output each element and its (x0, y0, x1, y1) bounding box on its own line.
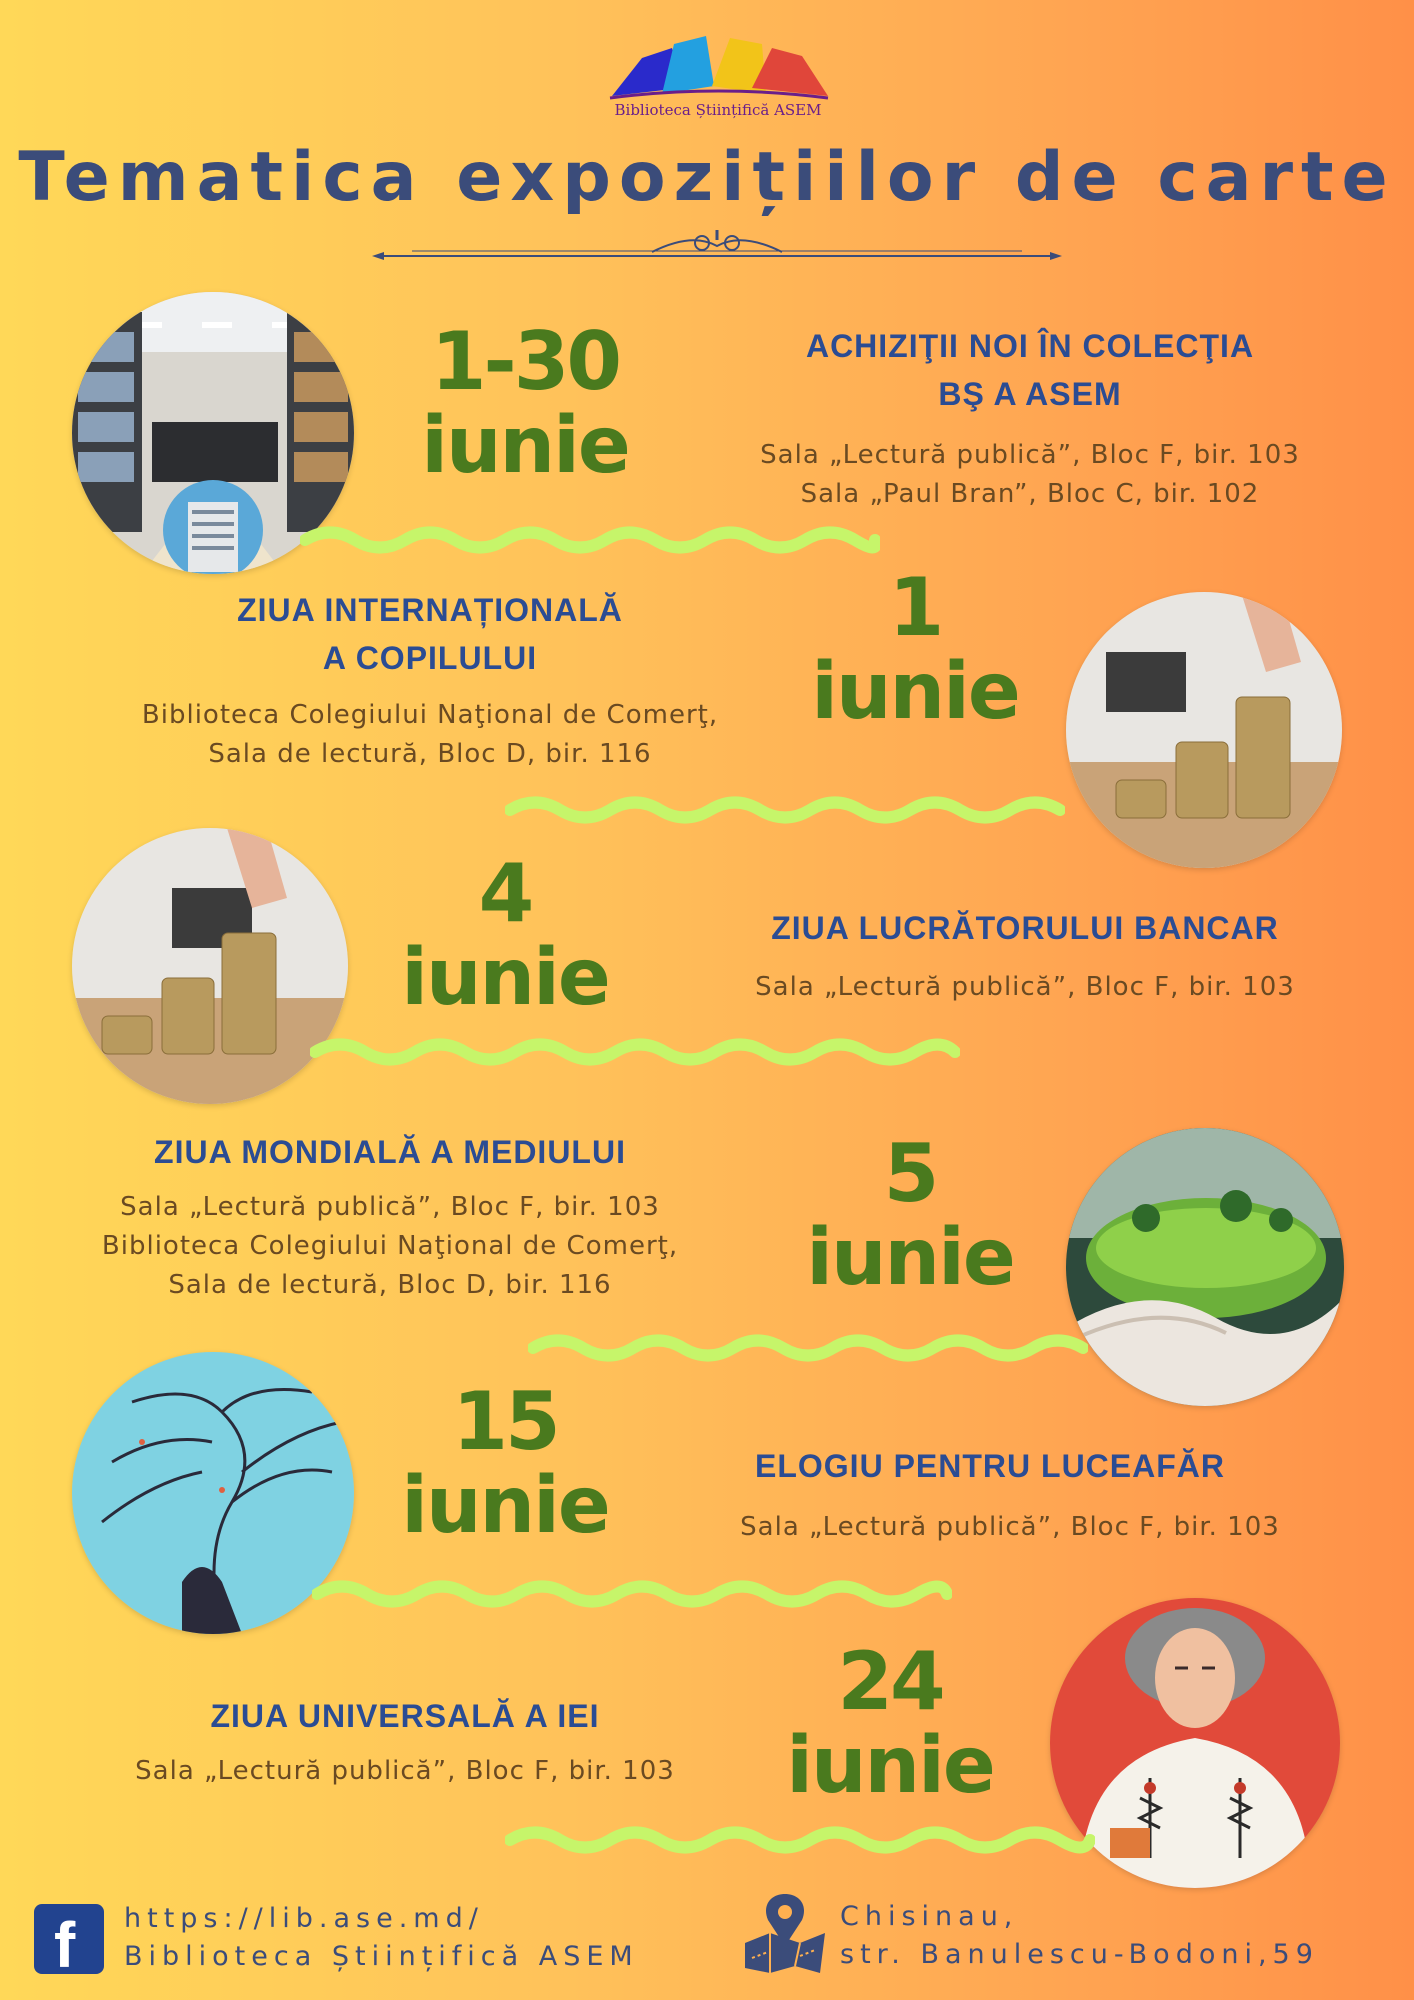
page-title: Tematica expozițiilor de carte (18, 138, 1396, 217)
event-location (60, 1752, 750, 1791)
event-title (715, 322, 1345, 418)
event-month: iunie (811, 647, 1019, 737)
event-month: iunie (401, 933, 609, 1023)
earth-in-hands-photo (1066, 1128, 1344, 1406)
event-title (670, 1442, 1310, 1490)
event-month: iunie (806, 1213, 1014, 1303)
event-day: 15 (452, 1375, 558, 1468)
event-month: iunie (786, 1721, 994, 1811)
wavy-divider (505, 1820, 1095, 1860)
website-link[interactable]: https://lib.ase.md/ (124, 1903, 484, 1934)
event-location-line: Sala „Lectură publică”, Bloc F, bir. 103 (135, 1756, 675, 1786)
coins-photo (1066, 592, 1342, 868)
address-street: str. Banulescu-Bodoni,59 (840, 1939, 1319, 1970)
open-book-logo-icon (602, 34, 834, 100)
event-title (700, 904, 1350, 952)
wavy-divider (300, 520, 880, 560)
event-title (40, 1128, 740, 1176)
event-location (80, 696, 780, 774)
event-location-line: Sala „Lectură publică”, Bloc F, bir. 103 (120, 1192, 660, 1222)
event-day: 4 (478, 847, 532, 940)
event-month: iunie (421, 401, 629, 491)
event-title (90, 586, 770, 682)
event-title-line: ZIUA INTERNAȚIONALĂ (237, 592, 623, 628)
event-title-line: A COPILULUI (322, 640, 538, 676)
event-location-line: Sala de lectură, Bloc D, bir. 116 (168, 1270, 612, 1300)
event-title-line: ZIUA LUCRĂTORULUI BANCAR (771, 910, 1279, 946)
event-location (715, 436, 1345, 514)
event-title-line: ZIUA MONDIALĂ A MEDIULUI (154, 1134, 626, 1170)
event-day: 24 (837, 1635, 943, 1728)
logo-text: Biblioteca Științifică ASEM (614, 101, 822, 119)
event-location-line: Biblioteca Colegiului Naţional de Comerţ, (101, 1231, 679, 1261)
library-logo (598, 34, 838, 126)
event-location (40, 1188, 740, 1305)
event-date (370, 847, 640, 1023)
facebook-icon-letter: f (54, 1909, 76, 1981)
event-title-line: ELOGIU PENTRU LUCEAFĂR (755, 1448, 1225, 1484)
event-location-line: Sala „Lectură publică”, Bloc F, bir. 103 (760, 440, 1300, 470)
wavy-divider (528, 1328, 1088, 1368)
event-month: iunie (401, 1461, 609, 1551)
wavy-divider (312, 1574, 952, 1614)
event-date (780, 561, 1050, 737)
event-title-line: BŞ A ASEM (938, 376, 1122, 412)
facebook-page-name[interactable]: Biblioteca Științifică ASEM (124, 1941, 639, 1972)
event-date (775, 1127, 1045, 1303)
event-location (700, 968, 1350, 1007)
event-location-line: Sala „Paul Bran”, Bloc C, bir. 102 (800, 479, 1260, 509)
event-date (390, 315, 660, 491)
event-date (370, 1375, 640, 1551)
event-location-line: Sala „Lectură publică”, Bloc F, bir. 103 (755, 972, 1295, 1002)
event-location-line: Biblioteca Colegiului Naţional de Comerţ, (141, 700, 719, 730)
event-title-line: ACHIZIŢII NOI ÎN COLECŢIA (805, 328, 1255, 364)
coins-photo (72, 828, 348, 1104)
wavy-divider (505, 790, 1065, 830)
facebook-icon[interactable] (34, 1904, 104, 1981)
map-pin-icon (740, 1888, 830, 1978)
address-city: Chisinau, (840, 1901, 1019, 1932)
event-day: 1-30 (430, 315, 620, 408)
wavy-divider (310, 1032, 960, 1072)
event-day: 1 (888, 561, 942, 654)
event-day: 5 (883, 1127, 937, 1220)
event-date (755, 1635, 1025, 1811)
event-location (690, 1508, 1330, 1547)
event-title (60, 1692, 750, 1740)
event-location-line: Sala „Lectură publică”, Bloc F, bir. 103 (740, 1512, 1280, 1542)
event-title-line: ZIUA UNIVERSALĂ A IEI (210, 1698, 600, 1734)
event-location-line: Sala de lectură, Bloc D, bir. 116 (208, 739, 652, 769)
title-flourish-ornament (372, 226, 1062, 266)
